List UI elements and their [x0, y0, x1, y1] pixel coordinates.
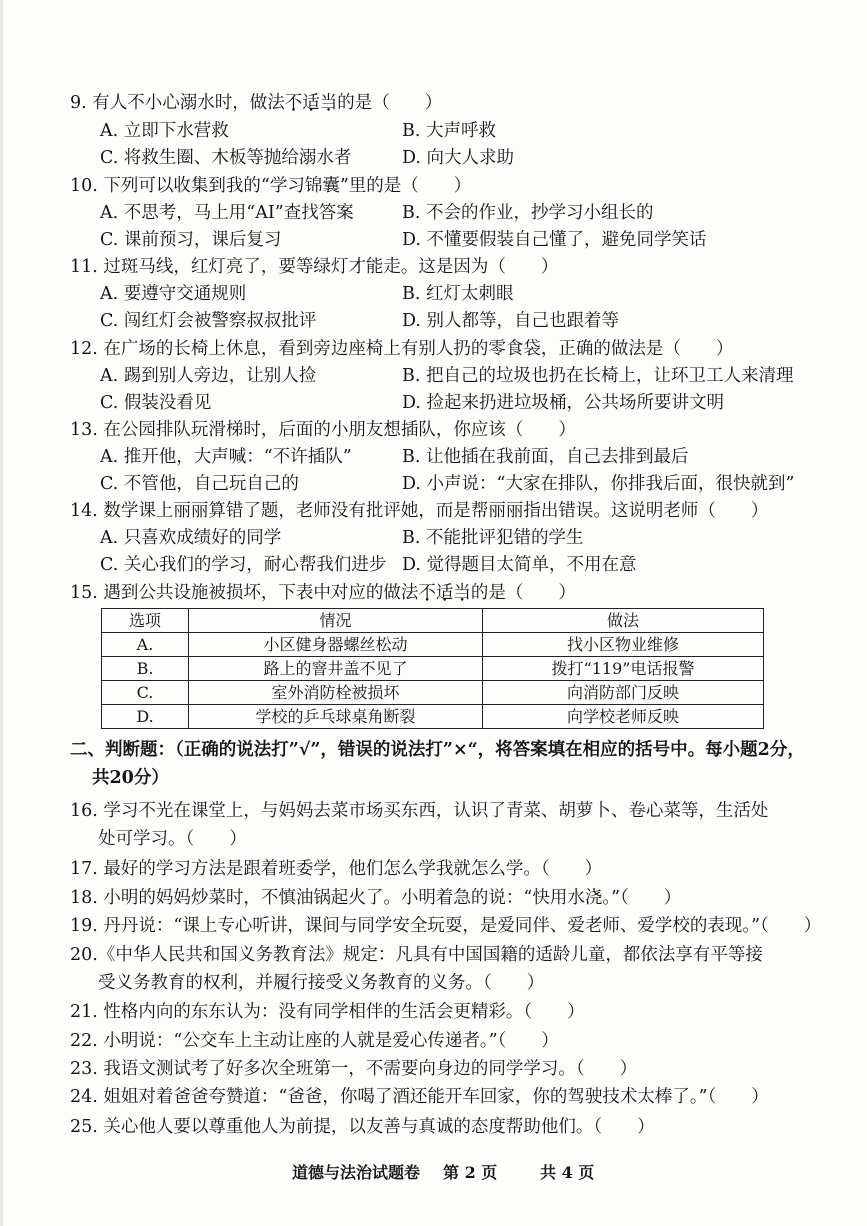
option-d: D. 觉得题目太简单，不用在意 [402, 555, 637, 575]
table-cell: 学校的乒乓球桌角断裂 [189, 705, 483, 729]
option-d: D. 向大人求助 [402, 148, 515, 168]
table-row [102, 681, 764, 705]
option-a: A. 只喜欢成绩好的同学 [100, 528, 282, 548]
emphasis-text [418, 583, 471, 603]
emphasis-dot-char: 不 [418, 583, 436, 603]
question-14-stem: 14. 数学课上丽丽算错了题，老师没有批评她，而是帮丽丽指出错误。这说明老师（ ） [70, 501, 769, 521]
question-16-cont: 处可学习。（ ） [98, 829, 247, 849]
emphasis-dot-char: 适 [435, 583, 454, 603]
footer-total-pages: 共 4 页 [540, 1163, 595, 1182]
table-cell: 向学校老师反映 [483, 705, 764, 729]
section-2-heading: 二、判断题：（正确的说法打”√”，错误的说法打”×“，将答案填在相应的括号中。每小题2分， [70, 740, 805, 760]
table-cell: 拨打“119”电话报警 [483, 657, 764, 681]
emphasis-dot-char: 适 [302, 93, 320, 113]
table-header-row [102, 609, 764, 633]
table-header: 做法 [483, 609, 764, 633]
table-header: 情况 [189, 609, 483, 633]
table-row [102, 633, 764, 657]
option-d: D. 不懂要假装自己懂了，避免同学笑话 [402, 230, 707, 250]
footer-subject: 道德与法治试题卷 [292, 1163, 421, 1182]
table-cell: D. [102, 705, 189, 729]
question-20-cont: 受义务教育的权利，并履行接受义务教育的义务。（ ） [98, 973, 545, 993]
question-12-stem: 12. 在广场的长椅上休息，看到旁边座椅上有别人扔的零食袋，正确的做法是（ ） [70, 339, 734, 359]
option-a: A. 踢到别人旁边，让别人捡 [100, 366, 317, 386]
emphasis-text [285, 93, 338, 113]
option-d: D. 别人都等，自己也跟着等 [402, 311, 620, 331]
table-cell: A. [102, 633, 189, 657]
option-b: B. 不会的作业，抄学习小组长的 [402, 203, 654, 223]
option-d: D. 捡起来扔进垃圾桶，公共场所要讲文明 [402, 393, 725, 413]
option-b: B. 把自己的垃圾也扔在长椅上，让环卫工人来清理 [402, 366, 794, 386]
option-c: C. 假装没看见 [100, 393, 212, 413]
table-cell: 路上的窨井盖不见了 [189, 657, 483, 681]
option-a: A. 不思考，马上用“AI”查找答案 [100, 203, 354, 223]
table-cell: 小区健身器螺丝松动 [189, 633, 483, 657]
question-20: 20.《中华人民共和国义务教育法》规定：凡具有中国国籍的适龄儿童，都依法享有平等接 [70, 945, 763, 965]
question-16: 16. 学习不光在课堂上，与妈妈去菜市场买东西，认识了青菜、胡萝卜、卷心菜等，生活处 [70, 801, 769, 821]
table-header: 选项 [102, 609, 189, 633]
question-19: 19. 丹丹说：“课上专心听讲，课间与同学安全玩耍，是爱同伴、爱老师、爱学校的表现。”（ ） [70, 916, 822, 936]
question-17: 17. 最好的学习方法是跟着班委学，他们怎么学我就怎么学。（ ） [70, 859, 603, 879]
question-22: 22. 小明说：“公交车上主动让座的人就是爱心传递者。”（ ） [70, 1031, 559, 1051]
table-row [102, 657, 764, 681]
question-15-stem: 15. 遇到公共设施被损坏，下表中对应的做法不适当的是（ ） [70, 580, 576, 606]
table-cell: B. [102, 657, 189, 681]
page-edge-shadow [0, 0, 3, 1226]
question-10-stem: 10. 下列可以收集到我的“学习锦囊”里的是（ ） [70, 176, 472, 196]
question-21: 21. 性格内向的东东认为：没有同学相伴的生活会更精彩。（ ） [70, 1002, 585, 1022]
table-cell: 找小区物业维修 [483, 633, 764, 657]
option-a: A. 立即下水营救 [100, 121, 229, 141]
question-11-stem: 11. 过斑马线，红灯亮了，要等绿灯才能走。这是因为（ ） [70, 257, 559, 277]
table-row [102, 705, 764, 729]
option-a: A. 要遵守交通规则 [100, 284, 247, 304]
question-18: 18. 小明的妈妈炒菜时，不慎油锅起火了。小明着急的说：“快用水浇。”（ ） [70, 888, 682, 908]
option-c: C. 关心我们的学习，耐心帮我们进步 [100, 555, 387, 575]
question-9-stem: 9. 有人不小心溺水时，做法不适当的是（ ） [70, 90, 442, 116]
option-c: C. 闯红灯会被警察叔叔批评 [100, 311, 317, 331]
question-24: 24. 姐姐对着爸爸夸赞道：“爸爸，你喝了酒还能开车回家，你的驾驶技术太棒了。”（ ） [70, 1087, 769, 1107]
option-b: B. 红灯太刺眼 [402, 284, 514, 304]
table-cell: 向消防部门反映 [483, 681, 764, 705]
question-13-stem: 13. 在公园排队玩滑梯时，后面的小朋友想插队，你应该（ ） [70, 420, 576, 440]
question-25: 25. 关心他人要以尊重他人为前提，以友善与真诚的态度帮助他们。（ ） [70, 1117, 655, 1137]
option-b: B. 让他插在我前面，自己去排到最后 [402, 447, 689, 467]
question-23: 23. 我语文测试考了好多次全班第一，不需要向身边的同学学习。（ ） [70, 1059, 638, 1079]
option-b: B. 大声呼救 [402, 121, 496, 141]
emphasis-dot-char: 当 [319, 93, 338, 113]
emphasis-dot-char: 当 [453, 583, 471, 603]
facility-table [101, 608, 764, 729]
option-b: B. 不能批评犯错的学生 [402, 528, 584, 548]
option-c: C. 将救生圈、木板等抛给溺水者 [100, 148, 352, 168]
emphasis-dot-char: 不 [284, 93, 303, 113]
footer-page-number: 第 2 页 [443, 1163, 498, 1182]
option-d: D. 小声说：“大家在排队，你排我后面，很快就到” [402, 474, 795, 494]
table-cell: C. [102, 681, 189, 705]
section-2-heading-cont: 共20分） [92, 768, 169, 788]
option-c: C. 不管他，自己玩自己的 [100, 474, 299, 494]
option-c: C. 课前预习，课后复习 [100, 230, 282, 250]
option-a: A. 推开他，大声喊：“不许插队” [100, 447, 352, 467]
table-cell: 室外消防栓被损坏 [189, 681, 483, 705]
